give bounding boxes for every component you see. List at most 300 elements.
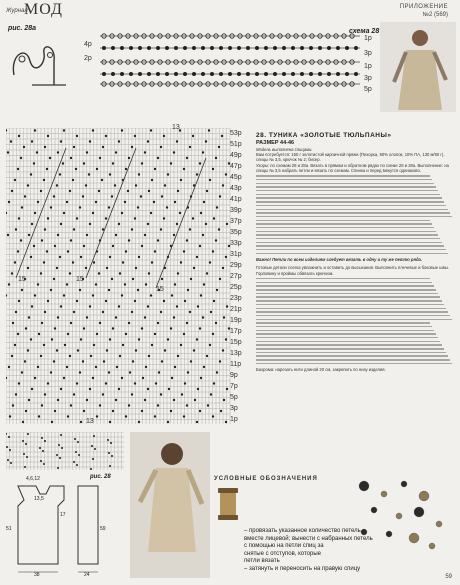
chart-symbol xyxy=(83,162,85,164)
chart-row-label: 45р xyxy=(230,174,242,181)
chart-symbol xyxy=(73,146,75,148)
text-line-placeholder xyxy=(256,253,448,254)
chart-symbol xyxy=(12,404,14,406)
text-line-placeholder xyxy=(256,190,438,191)
legend-item: – затянуть и переносить на правую спицу xyxy=(244,565,361,572)
chart-symbol xyxy=(192,217,194,219)
chart-symbol xyxy=(54,410,56,412)
chart-symbol xyxy=(219,195,221,197)
chart-symbol xyxy=(212,415,214,417)
chart-symbol xyxy=(125,333,127,335)
text-line-placeholder xyxy=(256,293,438,294)
chart-symbol xyxy=(63,129,65,131)
chart-symbol xyxy=(101,179,103,181)
chart-symbol xyxy=(80,338,82,340)
chart-symbol xyxy=(121,294,123,296)
chart-symbol xyxy=(92,129,94,131)
chart-symbol xyxy=(216,206,218,208)
chart-symbol xyxy=(7,459,9,461)
chart-symbol xyxy=(80,256,82,258)
bead-icon xyxy=(419,491,429,501)
chart-row-label: 53р xyxy=(230,130,242,137)
chart-symbol xyxy=(94,448,96,450)
chart-row-label: 3р xyxy=(230,405,238,412)
chart-symbol xyxy=(24,360,26,362)
chart-row-labels xyxy=(230,130,254,430)
chart-symbol xyxy=(111,278,113,280)
chart-symbol xyxy=(207,404,209,406)
chart-symbol xyxy=(44,146,46,148)
dim-label: 17 xyxy=(60,512,66,518)
chart-symbol xyxy=(47,382,49,384)
chart-symbol xyxy=(10,462,12,464)
chart-symbol xyxy=(194,399,196,401)
chart-symbol xyxy=(167,338,169,340)
chart-symbol xyxy=(89,388,91,390)
chart-symbol xyxy=(222,184,224,186)
chart-symbol xyxy=(190,278,192,280)
chart-symbol xyxy=(216,289,218,291)
legend-item: с помощью на петли спиц за xyxy=(244,543,324,550)
chart-row-label: 11р xyxy=(230,361,242,368)
chart-symbol xyxy=(176,223,178,225)
chart-symbol xyxy=(212,250,214,252)
chart-symbol xyxy=(91,445,93,447)
chart-symbol xyxy=(208,129,210,131)
chart-symbol xyxy=(11,272,13,274)
chart-symbol xyxy=(160,311,162,313)
chart-symbol xyxy=(125,250,127,252)
chart-symbol xyxy=(209,261,211,263)
chart-symbol xyxy=(147,223,149,225)
chart-symbol xyxy=(70,404,72,406)
article-model-note: Модель выполнена спицами. xyxy=(256,147,313,152)
chart-symbol xyxy=(170,410,172,412)
chart-symbol xyxy=(167,173,169,175)
chart-symbol xyxy=(128,404,130,406)
chart-symbol xyxy=(153,201,155,203)
chart-symbol xyxy=(67,250,69,252)
chart-symbol xyxy=(23,453,25,455)
chart-symbol xyxy=(161,195,163,197)
legend-title: УСЛОВНЫЕ ОБОЗНАЧЕНИЯ xyxy=(214,476,318,482)
chart-symbol xyxy=(60,388,62,390)
text-line-placeholder xyxy=(256,201,444,202)
bead-icon xyxy=(396,513,402,519)
chart-symbol xyxy=(163,135,165,137)
chart-symbol xyxy=(144,316,146,318)
chart-symbol xyxy=(38,333,40,335)
chart-symbol xyxy=(134,300,136,302)
chart-symbol xyxy=(74,438,76,440)
chart-symbol xyxy=(30,256,32,258)
chart-symbol xyxy=(89,223,91,225)
chart-symbol xyxy=(28,234,30,236)
chart-symbol xyxy=(183,250,185,252)
chart-symbol xyxy=(67,415,69,417)
chart-symbol xyxy=(6,212,7,214)
text-line-placeholder xyxy=(256,183,434,184)
chart-symbol xyxy=(21,206,23,208)
chart-symbol xyxy=(210,311,212,313)
chart-symbol xyxy=(171,294,173,296)
chart-symbol xyxy=(22,421,24,423)
chart-symbol xyxy=(206,272,208,274)
chart-symbol xyxy=(6,129,7,131)
chart-symbol xyxy=(147,305,149,307)
text-line-placeholder xyxy=(256,348,444,349)
chart-symbol xyxy=(213,300,215,302)
chart-symbol xyxy=(223,316,225,318)
chart-symbol xyxy=(103,360,105,362)
chart-symbol xyxy=(147,388,149,390)
chart-symbol xyxy=(200,212,202,214)
chart-row-label: 47р xyxy=(230,163,242,170)
chart-symbol xyxy=(108,371,110,373)
chart-symbol xyxy=(89,140,91,142)
chart-symbol xyxy=(89,305,91,307)
chart-symbol xyxy=(187,371,189,373)
chart-symbol xyxy=(59,457,61,459)
model-figure-illustration-bottom xyxy=(130,432,210,578)
chart-symbol xyxy=(44,228,46,230)
chart-symbol xyxy=(57,234,59,236)
chart-symbol xyxy=(125,415,127,417)
text-line-placeholder xyxy=(256,242,442,243)
chart-symbol xyxy=(150,294,152,296)
chart-symbol xyxy=(180,179,182,181)
chart-symbol xyxy=(111,455,113,457)
chart-symbol xyxy=(140,195,142,197)
chart-symbol xyxy=(112,327,114,329)
article-filler-1 xyxy=(256,175,454,254)
chart-symbol xyxy=(145,366,147,368)
chart-symbol xyxy=(47,300,49,302)
chart-symbol xyxy=(189,146,191,148)
chart-symbol xyxy=(225,173,227,175)
chart-symbol xyxy=(122,261,124,263)
chart-symbol xyxy=(102,146,104,148)
chart-symbol xyxy=(115,316,117,318)
chart-symbol xyxy=(157,404,159,406)
chart-symbol xyxy=(144,399,146,401)
chart-symbol xyxy=(137,206,139,208)
chart-symbol xyxy=(47,217,49,219)
chart-symbol xyxy=(105,217,107,219)
chart-symbol xyxy=(118,140,120,142)
dim-label: 13,5 xyxy=(34,496,44,502)
row-label: 3р xyxy=(364,50,372,57)
chart-symbol xyxy=(63,294,65,296)
chart-symbol xyxy=(60,223,62,225)
chart-symbol xyxy=(86,234,88,236)
chart-symbol xyxy=(193,349,195,351)
chart-symbol xyxy=(179,212,181,214)
chart-symbol xyxy=(98,190,100,192)
chart-symbol xyxy=(205,140,207,142)
chart-symbol xyxy=(11,190,13,192)
chart-symbol xyxy=(160,393,162,395)
chart-symbol xyxy=(124,283,126,285)
issue-number: №2 (569) xyxy=(422,12,448,18)
text-line-placeholder xyxy=(256,231,436,232)
chart-symbol xyxy=(37,201,39,203)
chart-row-label: 51р xyxy=(230,141,242,148)
chart-symbol xyxy=(151,261,153,263)
chart-symbol xyxy=(144,234,146,236)
chart-row-label: 25р xyxy=(230,284,242,291)
chart-symbol xyxy=(206,190,208,192)
chart-symbol xyxy=(163,300,165,302)
chart-symbol xyxy=(95,366,97,368)
chart-symbol xyxy=(134,382,136,384)
chart-symbol xyxy=(15,393,17,395)
legend-section xyxy=(214,476,454,580)
chart-symbol xyxy=(30,173,32,175)
chart-symbol xyxy=(192,135,194,137)
chart-symbol xyxy=(10,140,12,142)
chart-symbol xyxy=(28,399,30,401)
chart-symbol xyxy=(96,415,98,417)
chart-symbol xyxy=(154,415,156,417)
chart-symbol xyxy=(221,135,223,137)
chart-symbol xyxy=(53,195,55,197)
chart-row-label: 29р xyxy=(230,262,242,269)
text-line-placeholder xyxy=(256,216,452,217)
chart-symbol xyxy=(131,311,133,313)
chart-symbol xyxy=(51,421,53,423)
chart-row-label: 19р xyxy=(230,317,242,324)
chart-symbol xyxy=(50,289,52,291)
chart-symbol xyxy=(85,184,87,186)
chart-symbol xyxy=(73,393,75,395)
text-line-placeholder xyxy=(256,289,436,290)
chart-symbol xyxy=(26,456,28,458)
text-line-placeholder xyxy=(256,308,446,309)
chart-symbol xyxy=(33,162,35,164)
knitting-chart-grid xyxy=(6,124,246,428)
chart-symbol xyxy=(8,436,10,438)
chart-row-label: 49р xyxy=(230,152,242,159)
chart-symbol xyxy=(225,421,227,423)
chart-symbol xyxy=(155,382,157,384)
chart-symbol xyxy=(27,184,29,186)
chart-symbol xyxy=(168,388,170,390)
text-line-placeholder xyxy=(256,311,448,312)
chart-symbol xyxy=(138,173,140,175)
chart-symbol xyxy=(121,377,123,379)
chart-symbol xyxy=(196,256,198,258)
chart-symbol xyxy=(108,289,110,291)
chart-symbol xyxy=(108,452,110,454)
chart-symbol xyxy=(40,190,42,192)
chart-symbol xyxy=(34,377,36,379)
chart-symbol xyxy=(99,404,101,406)
chart-symbol xyxy=(83,410,85,412)
chart-symbol xyxy=(38,415,40,417)
chart-symbol xyxy=(47,135,49,137)
chart-symbol xyxy=(24,195,26,197)
chart-symbol xyxy=(57,467,59,469)
chart-symbol xyxy=(17,168,19,170)
chart-symbol xyxy=(119,355,121,357)
text-line-placeholder xyxy=(256,355,448,356)
chart-symbol xyxy=(57,399,59,401)
chart-row-label: 1р xyxy=(230,416,238,423)
figure-28a-label: рис. 28а xyxy=(8,25,37,32)
chart-symbol xyxy=(124,201,126,203)
chart-symbol xyxy=(161,278,163,280)
chart-symbol xyxy=(209,179,211,181)
chart-symbol xyxy=(7,151,9,153)
chart-row-label: 41р xyxy=(230,196,242,203)
chart-symbol xyxy=(64,344,66,346)
chart-symbol xyxy=(196,421,198,423)
text-line-placeholder xyxy=(256,186,436,187)
chart-symbol xyxy=(225,338,227,340)
chart-symbol xyxy=(170,327,172,329)
chart-symbol xyxy=(102,228,104,230)
chart-symbol xyxy=(183,415,185,417)
text-line-placeholder xyxy=(256,300,442,301)
chart-symbol xyxy=(66,283,68,285)
dim-label: 24 xyxy=(84,572,90,578)
chart-symbol xyxy=(14,344,16,346)
chart-symbol xyxy=(206,355,208,357)
chart-symbol xyxy=(59,173,61,175)
article-body-2: Узоры: по схемам 28 и 28а. Вязать в прямом и обратном рядах по схеме 28 и 28а. Выполнение: на спицы № 3,5 набрать петли и вязать по схемам. Спинка и перед вяжутся одинаково. xyxy=(256,162,449,173)
chart-symbol xyxy=(148,355,150,357)
chart-symbol xyxy=(176,140,178,142)
chart-symbol xyxy=(9,449,11,451)
chart-symbol xyxy=(147,140,149,142)
chart-symbol xyxy=(92,377,94,379)
thread-spool-illustration xyxy=(214,486,242,520)
chart-symbol xyxy=(56,184,58,186)
chart-symbol xyxy=(189,228,191,230)
text-line-placeholder xyxy=(256,359,450,360)
chart-symbol xyxy=(105,300,107,302)
chart-symbol xyxy=(115,234,117,236)
legend-item: – провязать указанное количество петель xyxy=(244,528,361,534)
chart-symbol xyxy=(150,212,152,214)
chart-symbol xyxy=(135,349,137,351)
chart-symbol xyxy=(69,355,71,357)
chart-symbol xyxy=(203,201,205,203)
chart-symbol xyxy=(31,223,33,225)
model-photo-bottom xyxy=(130,432,210,578)
chart-symbol xyxy=(34,129,36,131)
chart-symbol xyxy=(189,311,191,313)
chart-symbol xyxy=(79,371,81,373)
chart-symbol xyxy=(98,272,100,274)
chart-symbol xyxy=(31,388,33,390)
chart-symbol xyxy=(210,393,212,395)
article-text xyxy=(256,132,454,472)
text-line-placeholder xyxy=(256,220,430,221)
magazine-small-label: Журнал xyxy=(6,8,28,14)
chart-symbol xyxy=(122,344,124,346)
chart-symbol xyxy=(62,162,64,164)
text-line-placeholder xyxy=(256,285,434,286)
chart-symbol xyxy=(186,404,188,406)
figure-28a-thumbnail xyxy=(6,25,86,93)
chart-symbol xyxy=(8,283,10,285)
chart-row-label: 23р xyxy=(230,295,242,302)
chart-symbol xyxy=(174,201,176,203)
row-label: 1р xyxy=(364,35,372,42)
chart-symbol xyxy=(44,311,46,313)
chart-symbol xyxy=(72,179,74,181)
chart-row-label: 33р xyxy=(230,240,242,247)
chart-symbol xyxy=(105,382,107,384)
chart-symbol xyxy=(63,212,65,214)
text-line-placeholder xyxy=(256,319,452,320)
chart-symbol xyxy=(86,399,88,401)
chart-symbol xyxy=(85,267,87,269)
chart-symbol xyxy=(197,305,199,307)
chart-symbol xyxy=(118,223,120,225)
pattern-outline-svg xyxy=(6,476,126,580)
chart-row-label: 21р xyxy=(230,306,242,313)
chart-symbol xyxy=(197,388,199,390)
chart-row-label: 13р xyxy=(230,350,242,357)
bead-icon xyxy=(414,507,424,517)
chart-symbol xyxy=(219,278,221,280)
chart-symbol xyxy=(150,129,152,131)
bead-icon xyxy=(359,481,369,491)
text-line-placeholder xyxy=(256,179,432,180)
chart-symbol xyxy=(73,228,75,230)
chart-symbol xyxy=(15,311,17,313)
article-body-4: Бахрома: нарезать нити длиной 20 см, закрепить по низу изделия. xyxy=(256,366,386,372)
article-size: РАЗМЕР 44-46 xyxy=(256,140,295,146)
chart-symbol xyxy=(154,333,156,335)
chart-symbol xyxy=(226,388,228,390)
text-line-placeholder xyxy=(256,344,442,345)
text-line-placeholder xyxy=(256,352,446,353)
chart-symbol xyxy=(171,377,173,379)
article-body-3: Готовые детали слегка увлажнить и оставить до высыхания. Выполнить плечевые и боковые швы. Горловину и проймы обвязать крючком. xyxy=(256,265,450,276)
chart-symbol xyxy=(196,173,198,175)
chart-symbol xyxy=(60,140,62,142)
chart-symbol xyxy=(141,327,143,329)
chart-symbol xyxy=(215,239,217,241)
chart-symbol xyxy=(157,322,159,324)
text-line-placeholder xyxy=(256,337,438,338)
bead-icon xyxy=(381,491,387,497)
chart-symbol xyxy=(92,294,94,296)
chart-symbol xyxy=(23,146,25,148)
magazine-logo: МОД xyxy=(24,1,63,18)
chart-symbol xyxy=(184,382,186,384)
chart-symbol xyxy=(18,217,20,219)
chart-symbol xyxy=(40,355,42,357)
chart-row-label: 39р xyxy=(230,207,242,214)
chart-symbol xyxy=(118,305,120,307)
legend-item: петли вязать xyxy=(244,558,280,565)
legend-item: снятые с отступов, которые xyxy=(244,550,322,557)
chart-symbol xyxy=(131,228,133,230)
text-line-placeholder xyxy=(256,209,448,210)
schema-28-top-rows xyxy=(84,30,384,96)
chart-symbol xyxy=(28,316,30,318)
chart-symbol xyxy=(44,440,46,442)
chart-symbol xyxy=(40,460,42,462)
chart-symbol xyxy=(42,450,44,452)
chart-symbol xyxy=(27,433,29,435)
page-number: 59 xyxy=(445,574,452,580)
